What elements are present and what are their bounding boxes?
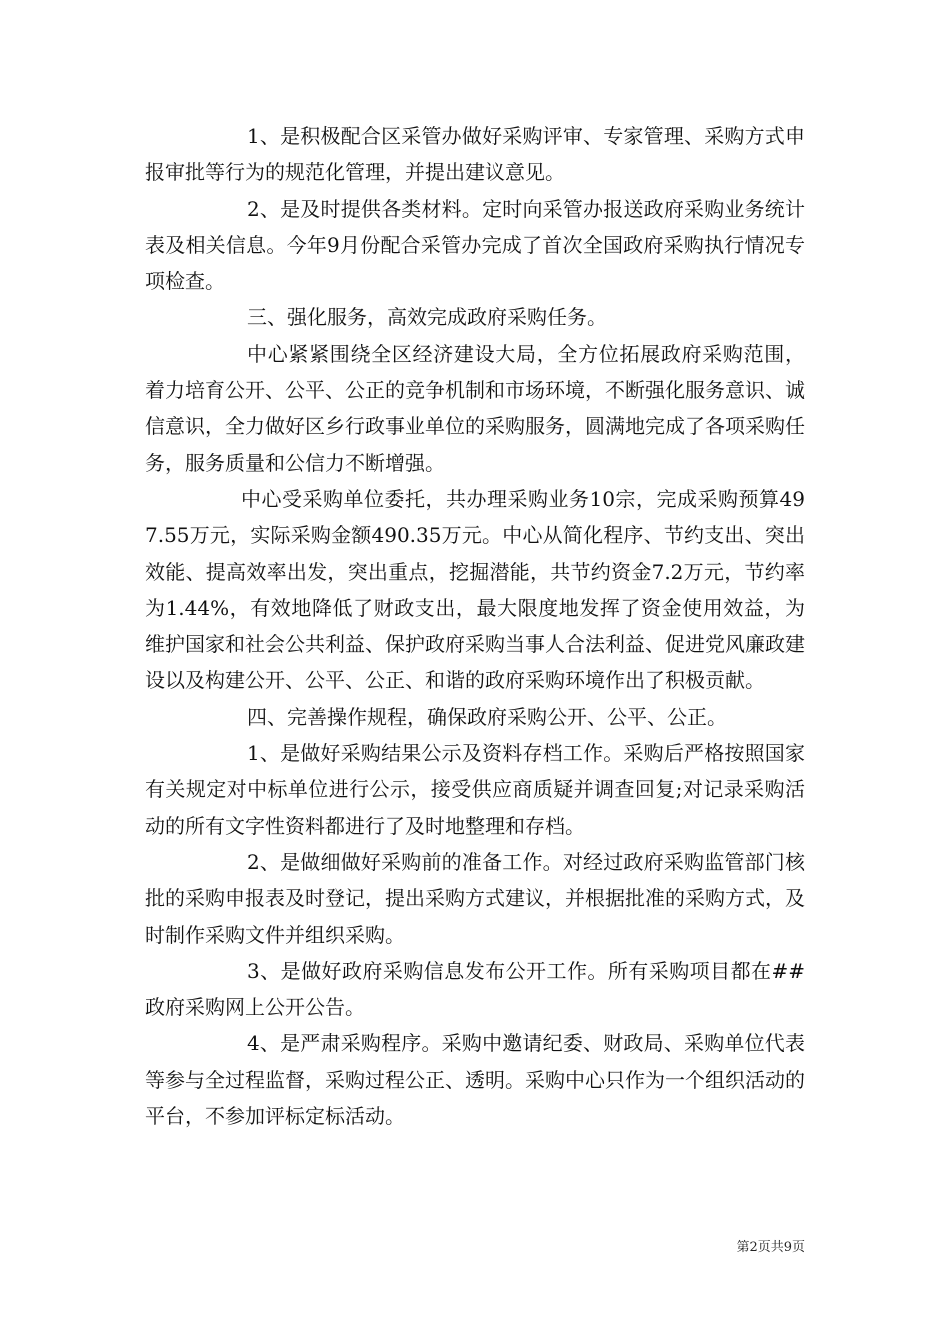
paragraph-strict-procedure: 4、是严肃采购程序。采购中邀请纪委、财政局、采购单位代表等参与全过程监督，采购过程公正、透明。采购中心只作为一个组织活动的平台，不参加评标定标活动。 (145, 1031, 805, 1129)
page-number-label: 第2页共9页 (736, 1240, 805, 1255)
paragraph-provide-materials: 2、是及时提供各类材料。定时向采管办报送政府采购业务统计表及相关信息。今年9月份配合采管办完成了首次全国政府采购执行情况专项检查。 (145, 196, 805, 294)
paragraph-coordinate-management: 1、是积极配合区采管办做好采购评审、专家管理、采购方式申报审批等行为的规范化管理，并提出建议意见。 (145, 124, 805, 185)
paragraph-procurement-results: 中心受采购单位委托，共办理采购业务10宗，完成采购预算497.55万元，实际采购金额490.35万元。中心从简化程序、节约支出、突出效能、提高效率出发，突出重点，挖掘潜能，共节约资金7.2万元，节约率为1.44%，有效地降低了财政支出，最大限度地发挥了资金使用效益，为维护国家和社会公共利益、保护政府采购当事人合法利益、促进党风廉政建设以及构建公开、公平、公正、和谐的政府采购环境作出了积极贡献。 (145, 486, 805, 693)
page-number-footer (0, 1236, 805, 1255)
paragraph-information-release: 3、是做好政府采购信息发布公开工作。所有采购项目都在##政府采购网上公开公告。 (145, 958, 805, 1020)
paragraph-center-overview: 中心紧紧围绕全区经济建设大局，全方位拓展政府采购范围，着力培育公开、公平、公正的竞争机制和市场环境，不断强化服务意识、诚信意识，全力做好区乡行政事业单位的采购服务，圆满地完成了各项采购任务，服务质量和公信力不断增强。 (145, 341, 805, 475)
document-body (145, 118, 805, 1134)
section-heading-improve-procedures: 四、完善操作规程，确保政府采购公开、公平、公正。 (247, 704, 727, 729)
section-heading-strengthen-service: 三、强化服务，高效完成政府采购任务。 (247, 305, 607, 330)
paragraph-preparation-work: 2、是做细做好采购前的准备工作。对经过政府采购监管部门核批的采购申报表及时登记，提出采购方式建议，并根据批准的采购方式，及时制作采购文件并组织采购。 (145, 849, 805, 947)
paragraph-publicity-archiving: 1、是做好采购结果公示及资料存档工作。采购后严格按照国家有关规定对中标单位进行公示，接受供应商质疑并调查回复;对记录采购活动的所有文字性资料都进行了及时地整理和存档。 (145, 741, 805, 838)
